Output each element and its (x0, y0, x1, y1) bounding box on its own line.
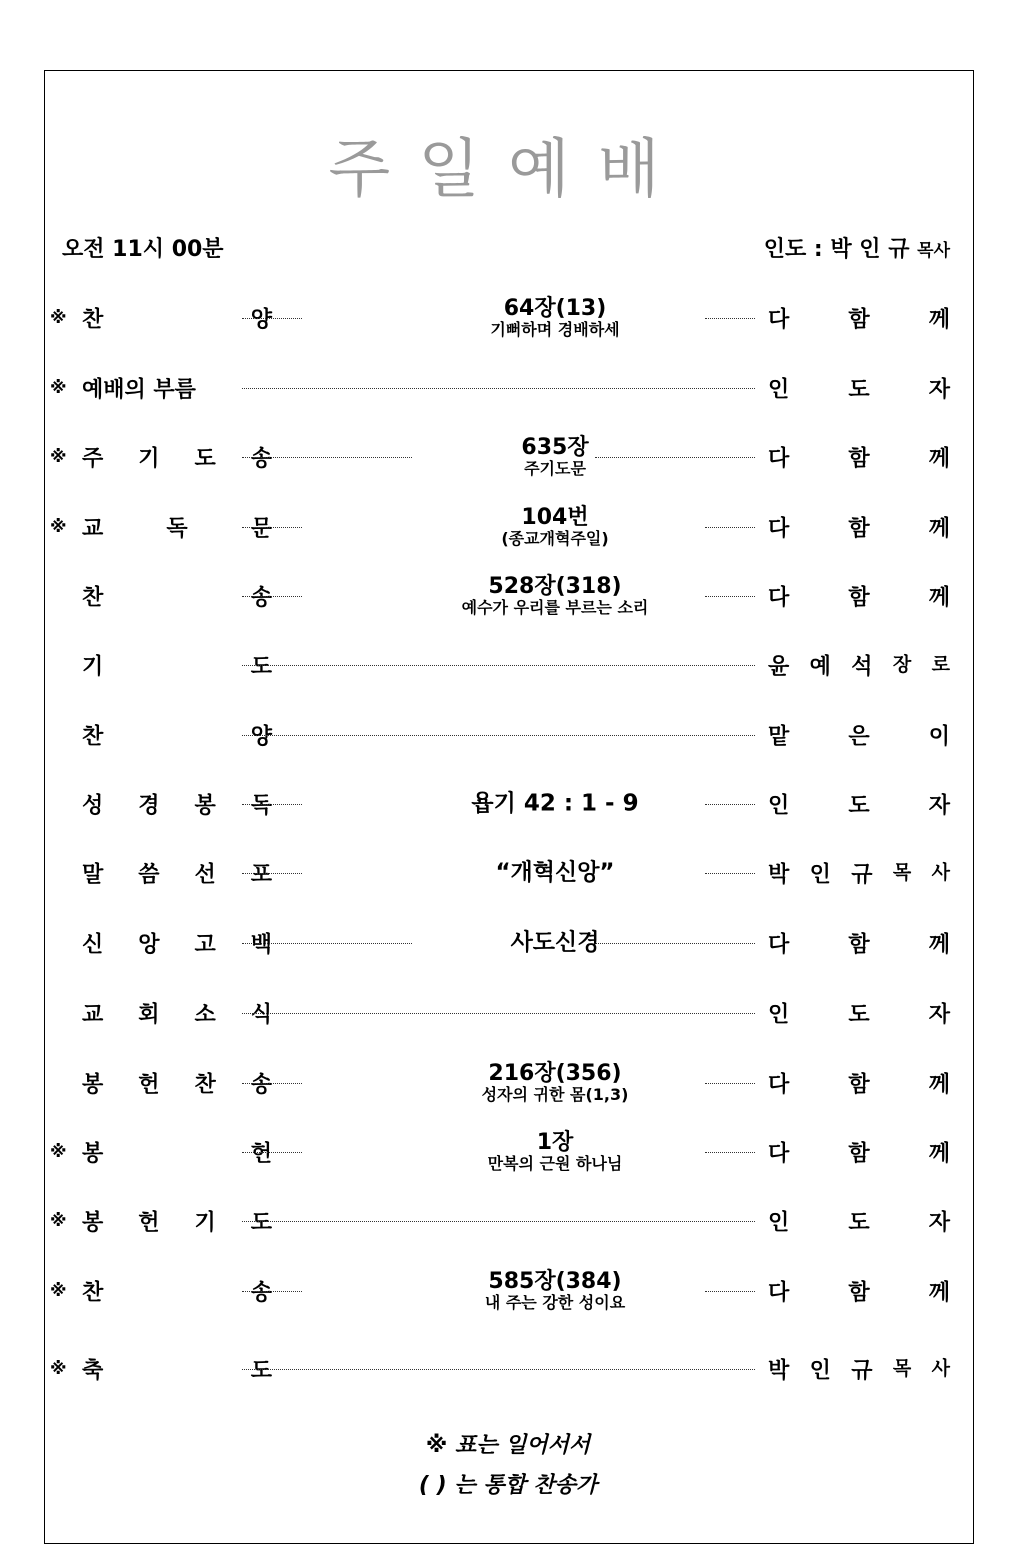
leader-dots (242, 596, 302, 597)
row-label-char: 앙 (138, 932, 160, 958)
worship-row (50, 497, 952, 557)
row-label-char: 찬 (194, 1072, 216, 1098)
row-label-char: 식 (250, 1002, 272, 1028)
standing-mark: ※ (50, 1211, 67, 1231)
presenter-char: 로 (931, 653, 950, 676)
row-label-char: 소 (194, 1002, 216, 1028)
presenter-char: 인 (768, 793, 790, 819)
presenter-char: 목 (892, 1357, 912, 1380)
leader-dots (242, 1369, 755, 1370)
worship-row (50, 427, 952, 487)
row-label-char: 도 (250, 654, 272, 680)
row-label-char: 고 (194, 932, 216, 958)
row-label-char: 헌 (138, 1210, 160, 1236)
row-label-char: 회 (138, 1002, 160, 1028)
row-content (360, 506, 750, 548)
presenter-char: 예 (809, 654, 831, 680)
row-label-char: 포 (250, 862, 272, 888)
row-text: “개혁신앙” (495, 859, 615, 886)
hymn-title: 기뻐하며 경배하세 (490, 320, 620, 340)
hymn-number: 104번 (521, 505, 589, 531)
row-label-char: 송 (250, 585, 272, 611)
row-presenter (768, 303, 950, 334)
row-label-char: 성 (82, 793, 104, 819)
service-time: 오전 11시 00분 (62, 237, 224, 262)
row-label-char: 양 (250, 724, 272, 750)
row-label-char: 송 (250, 1072, 272, 1098)
hymn-title: 내 주는 강한 성이요 (484, 1293, 626, 1313)
row-presenter (768, 1276, 950, 1307)
row-label-char: 예배의 부름 (82, 377, 196, 403)
row-presenter (768, 512, 950, 543)
hymn-title: 예수가 우리를 부르는 소리 (461, 598, 649, 618)
row-label-char: 교 (82, 516, 104, 542)
presenter-char: 께 (928, 1141, 950, 1167)
worship-row (50, 774, 952, 834)
row-presenter (768, 581, 950, 612)
row-content (360, 1131, 750, 1173)
row-label-char: 기 (194, 1210, 216, 1236)
leader-dots (242, 1083, 302, 1084)
presenter-char: 규 (851, 862, 873, 888)
row-label-char: 도 (250, 1358, 272, 1384)
row-label-char: 독 (166, 516, 188, 542)
presenter-char: 함 (848, 1141, 870, 1167)
leader-name: 인도 : 박 인 규 (763, 237, 910, 262)
presenter-char: 함 (848, 932, 870, 958)
row-content (360, 930, 750, 955)
row-label-char: 찬 (82, 307, 104, 333)
presenter-char: 다 (768, 307, 790, 333)
standing-mark: ※ (50, 308, 67, 328)
row-label-char: 씀 (138, 862, 160, 888)
hymn-title: 주기도문 (524, 459, 586, 479)
row-presenter (768, 928, 950, 959)
worship-row (50, 1122, 952, 1182)
worship-row (50, 983, 952, 1043)
presenter-char: 장 (892, 653, 912, 676)
row-label-char: 봉 (82, 1072, 104, 1098)
row-label-char: 헌 (138, 1072, 160, 1098)
presenter-char: 다 (768, 1072, 790, 1098)
row-label-char: 봉 (82, 1141, 104, 1167)
presenter-char: 께 (928, 516, 950, 542)
leader-dots (242, 873, 302, 874)
presenter-char: 박 (768, 862, 790, 888)
presenter-char: 인 (809, 862, 831, 888)
presenter-char: 사 (931, 861, 950, 884)
presenter-char: 함 (848, 1072, 870, 1098)
row-label-char: 양 (250, 307, 272, 333)
row-label-char: 봉 (82, 1210, 104, 1236)
hymn-title: (종교개혁주일) (501, 529, 609, 549)
worship-row (50, 288, 952, 348)
footer-note-hymnal: ( ) 는 통합 찬송가 (418, 1473, 598, 1498)
leader-dots (242, 318, 302, 319)
presenter-char: 석 (851, 654, 873, 680)
presenter-char: 함 (848, 1280, 870, 1306)
hymn-title: 성자의 귀한 몸(1,3) (481, 1085, 629, 1105)
hymn-number: 528장(318) (488, 574, 622, 600)
row-presenter (768, 650, 950, 681)
page-title: 주일예배 (328, 133, 688, 207)
leader-dots (242, 527, 302, 528)
row-label-char: 찬 (82, 585, 104, 611)
presenter-char: 도 (848, 1210, 870, 1236)
leader-dots (242, 388, 755, 389)
hymn-number: 1장 (536, 1130, 574, 1156)
hymn-number: 585장(384) (488, 1269, 622, 1295)
hymn-number: 64장(13) (503, 296, 607, 322)
row-label-char: 찬 (82, 724, 104, 750)
row-presenter (768, 858, 950, 889)
leader-title: 목사 (917, 241, 950, 261)
presenter-char: 께 (928, 446, 950, 472)
presenter-char: 인 (768, 1002, 790, 1028)
row-label-char: 독 (250, 793, 272, 819)
row-presenter (768, 998, 950, 1029)
standing-mark: ※ (50, 447, 67, 467)
presenter-char: 자 (928, 793, 950, 819)
hymn-title: 만복의 근원 하나님 (487, 1154, 623, 1174)
leader-dots (242, 1291, 302, 1292)
row-presenter (768, 442, 950, 473)
row-presenter (768, 1354, 950, 1385)
standing-mark: ※ (50, 1142, 67, 1162)
presenter-char: 함 (848, 446, 870, 472)
worship-row (50, 635, 952, 695)
worship-row (50, 1339, 952, 1399)
row-label-char: 백 (250, 932, 272, 958)
presenter-char: 윤 (768, 654, 790, 680)
worship-row (50, 1261, 952, 1321)
presenter-char: 다 (768, 1141, 790, 1167)
hymn-number: 216장(356) (488, 1061, 622, 1087)
hymn-number: 635장 (521, 435, 589, 461)
presenter-char: 도 (848, 793, 870, 819)
leader-dots (242, 735, 755, 736)
row-label-char: 찬 (82, 1280, 104, 1306)
presenter-char: 다 (768, 1280, 790, 1306)
presenter-char: 박 (768, 1358, 790, 1384)
leader-dots (242, 1152, 302, 1153)
row-presenter (768, 789, 950, 820)
row-text: 사도신경 (510, 929, 600, 956)
row-presenter (768, 1206, 950, 1237)
leader-info (764, 232, 950, 263)
presenter-char: 사 (931, 1357, 950, 1380)
leader-dots (242, 665, 755, 666)
presenter-char: 인 (768, 377, 790, 403)
leader-dots (242, 804, 302, 805)
presenter-char: 께 (928, 1280, 950, 1306)
row-content (360, 575, 750, 617)
row-label-char: 기 (82, 654, 104, 680)
presenter-char: 께 (928, 1072, 950, 1098)
row-presenter (768, 373, 950, 404)
row-label-char: 도 (194, 446, 216, 472)
standing-mark: ※ (50, 1281, 67, 1301)
row-label-char: 도 (250, 1210, 272, 1236)
row-label-char: 신 (82, 932, 104, 958)
presenter-char: 자 (928, 1002, 950, 1028)
presenter-char: 목 (892, 861, 912, 884)
presenter-char: 께 (928, 307, 950, 333)
presenter-char: 함 (848, 307, 870, 333)
row-content (360, 297, 750, 339)
row-label-char: 헌 (250, 1141, 272, 1167)
presenter-char: 도 (848, 1002, 870, 1028)
row-label-char: 교 (82, 1002, 104, 1028)
leader-dots (242, 1221, 755, 1222)
row-presenter (768, 1068, 950, 1099)
row-label-char: 말 (82, 862, 104, 888)
worship-row (50, 1191, 952, 1251)
presenter-char: 자 (928, 1210, 950, 1236)
presenter-char: 다 (768, 446, 790, 472)
presenter-char: 자 (928, 377, 950, 403)
row-content (360, 860, 750, 885)
leader-dots (242, 1013, 755, 1014)
row-label-char: 송 (250, 446, 272, 472)
worship-row (50, 913, 952, 973)
presenter-char: 규 (851, 1358, 873, 1384)
presenter-char: 다 (768, 516, 790, 542)
presenter-char: 함 (848, 585, 870, 611)
row-label-char: 주 (82, 446, 104, 472)
row-label-char: 경 (138, 793, 160, 819)
presenter-char: 께 (928, 585, 950, 611)
presenter-char: 맡 (768, 724, 790, 750)
row-content (360, 1062, 750, 1104)
standing-mark: ※ (50, 1359, 67, 1379)
worship-row (50, 566, 952, 626)
row-label-char: 기 (138, 446, 160, 472)
presenter-char: 인 (768, 1210, 790, 1236)
presenter-char: 인 (809, 1358, 831, 1384)
presenter-char: 함 (848, 516, 870, 542)
row-label-char: 문 (250, 516, 272, 542)
standing-mark: ※ (50, 378, 67, 398)
row-presenter (768, 1137, 950, 1168)
presenter-char: 이 (928, 724, 950, 750)
row-content (360, 436, 750, 478)
presenter-char: 께 (928, 932, 950, 958)
worship-row (50, 843, 952, 903)
row-label-char: 봉 (194, 793, 216, 819)
row-label-char: 축 (82, 1358, 104, 1384)
row-content (360, 1270, 750, 1312)
worship-row (50, 705, 952, 765)
row-presenter (768, 720, 950, 751)
presenter-char: 도 (848, 377, 870, 403)
presenter-char: 다 (768, 932, 790, 958)
row-text: 욥기 42 : 1 - 9 (471, 790, 639, 817)
worship-row (50, 1053, 952, 1113)
presenter-char: 은 (848, 724, 870, 750)
row-content (360, 791, 750, 816)
footer-note-standing: ※ 표는 일어서서 (425, 1433, 591, 1458)
row-label-char: 선 (194, 862, 216, 888)
presenter-char: 다 (768, 585, 790, 611)
row-label-char: 송 (250, 1280, 272, 1306)
worship-row (50, 358, 952, 418)
standing-mark: ※ (50, 517, 67, 537)
